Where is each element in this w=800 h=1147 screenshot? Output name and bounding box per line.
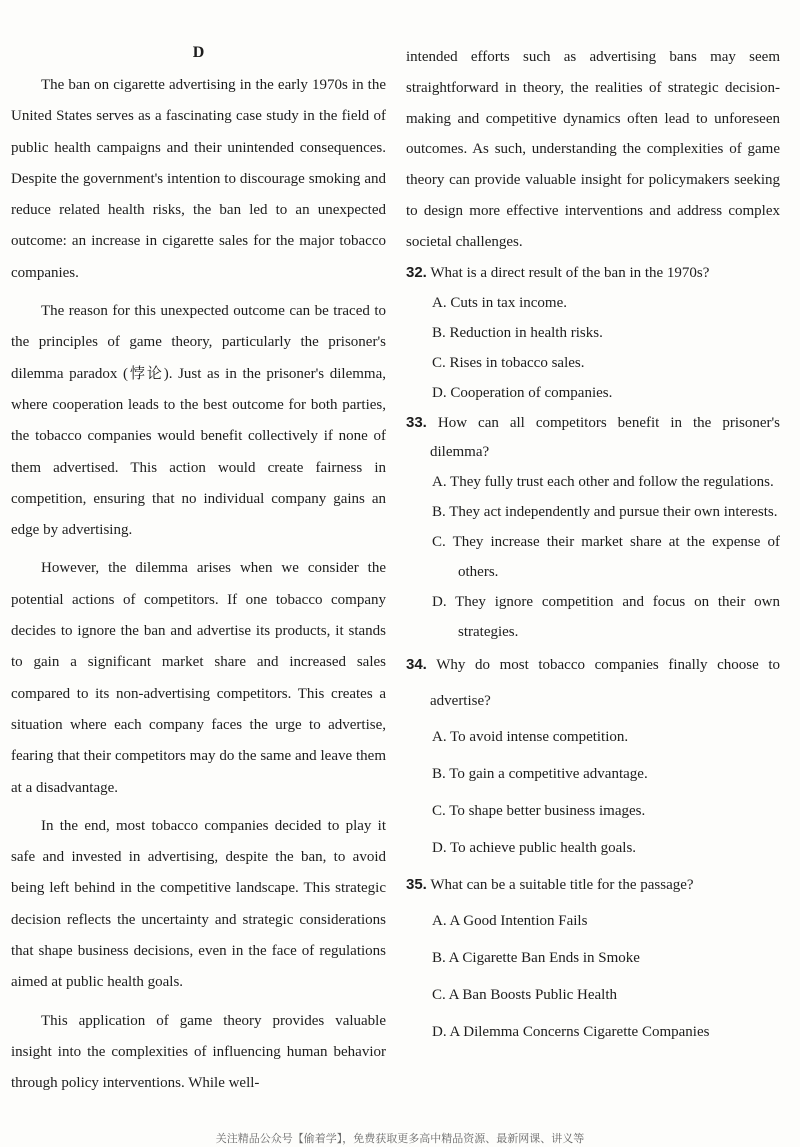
question-32 xyxy=(406,258,780,408)
question-number: 33. xyxy=(406,413,427,431)
section-title: D xyxy=(192,44,205,61)
question-33 xyxy=(406,408,780,647)
question-stem xyxy=(406,408,780,467)
footer-promo: 关注精品公众号【偷着学】，免费获取更多高中精品资源、最新网课、讲义等 xyxy=(215,1132,585,1145)
question-34 xyxy=(406,647,780,867)
question-stem xyxy=(406,258,780,288)
passage-paragraph-5-start: This application of game theory provides valuable insight into the complexities of influencing human behavior through policy interventions. While well- xyxy=(11,1012,386,1092)
option-a[interactable]: A. To avoid intense competition. xyxy=(432,728,629,745)
option-d[interactable]: D. A Dilemma Concerns Cigarette Companies xyxy=(432,1023,710,1040)
question-text: What is a direct result of the ban in the 1970s? xyxy=(430,264,710,281)
option-d[interactable]: D. Cooperation of companies. xyxy=(432,384,613,401)
left-column xyxy=(11,42,386,1107)
option-a[interactable]: A. They fully trust each other and follow the regulations. xyxy=(432,473,774,490)
passage-paragraph-5-end: intended efforts such as advertising bans may seem straightforward in theory, the realities of strategic decision-making and competitive dynamics often lead to unforeseen outcomes. As such, understanding the complexities of game theory can provide valuable insight for policymakers seeking to design more effective interventions and address complex societal challenges. xyxy=(406,49,780,250)
option-c[interactable]: C. To shape better business images. xyxy=(432,802,646,819)
option-b[interactable]: B. A Cigarette Ban Ends in Smoke xyxy=(432,949,640,966)
option-b[interactable]: B. Reduction in health risks. xyxy=(432,324,603,341)
question-text: How can all competitors benefit in the prisoner's dilemma? xyxy=(430,414,781,460)
passage-paragraph-1: The ban on cigarette advertising in the early 1970s in the United States serves as a fascinating case study in the field of public health campaigns and their unintended consequences. Despite the government's intention to discourage smoking and reduce related health risks, the ban led to an unexpected outcome: an increase in cigarette sales for the major tobacco companies. xyxy=(11,77,386,281)
option-a[interactable]: A. A Good Intention Fails xyxy=(432,912,588,929)
option-c[interactable]: C. A Ban Boosts Public Health xyxy=(432,986,618,1003)
option-a[interactable]: A. Cuts in tax income. xyxy=(432,294,567,311)
passage-paragraph-3: However, the dilemma arises when we consider the potential actions of competitors. If one tobacco company decides to ignore the ban and advertise its products, it stands to gain a significant market share and increased sales compared to its non-advertising competitors. This creates a situation where each company faces the urge to advertise, fearing that their competitors may do the same and leave them at a disadvantage. xyxy=(11,560,386,796)
question-stem xyxy=(406,867,780,903)
question-35 xyxy=(406,867,780,1051)
right-column xyxy=(406,42,780,1051)
option-b[interactable]: B. To gain a competitive advantage. xyxy=(432,765,648,782)
question-number: 34. xyxy=(406,655,427,673)
question-number: 32. xyxy=(406,263,427,281)
option-d[interactable]: D. To achieve public health goals. xyxy=(432,839,637,856)
question-number: 35. xyxy=(406,875,427,893)
option-b[interactable]: B. They act independently and pursue their own interests. xyxy=(432,503,778,520)
option-c[interactable]: C. They increase their market share at the expense of others. xyxy=(432,533,780,580)
passage-paragraph-4: In the end, most tobacco companies decided to play it safe and invested in advertising, despite the ban, to avoid being left behind in the competitive landscape. This strategic decision reflects the uncertainty and strategic considerations that shape business decisions, even in the face of regulations aimed at public health goals. xyxy=(11,817,386,991)
passage-paragraph-2: The reason for this unexpected outcome can be traced to the principles of game theory, particularly the prisoner's dilemma paradox (悖论). Just as in the prisoner's dilemma, where cooperation leads to the best outcome for both parties, the tobacco companies would benefit collectively if none of them advertised. This action would create fairness in competition, ensuring that no individual company gains an edge by advertising. xyxy=(11,303,386,539)
question-stem xyxy=(406,647,780,719)
option-c[interactable]: C. Rises in tobacco sales. xyxy=(432,354,585,371)
question-text: Why do most tobacco companies finally choose to advertise? xyxy=(430,656,781,709)
question-text: What can be a suitable title for the passage? xyxy=(430,876,694,893)
option-d[interactable]: D. They ignore competition and focus on their own strategies. xyxy=(432,593,780,640)
